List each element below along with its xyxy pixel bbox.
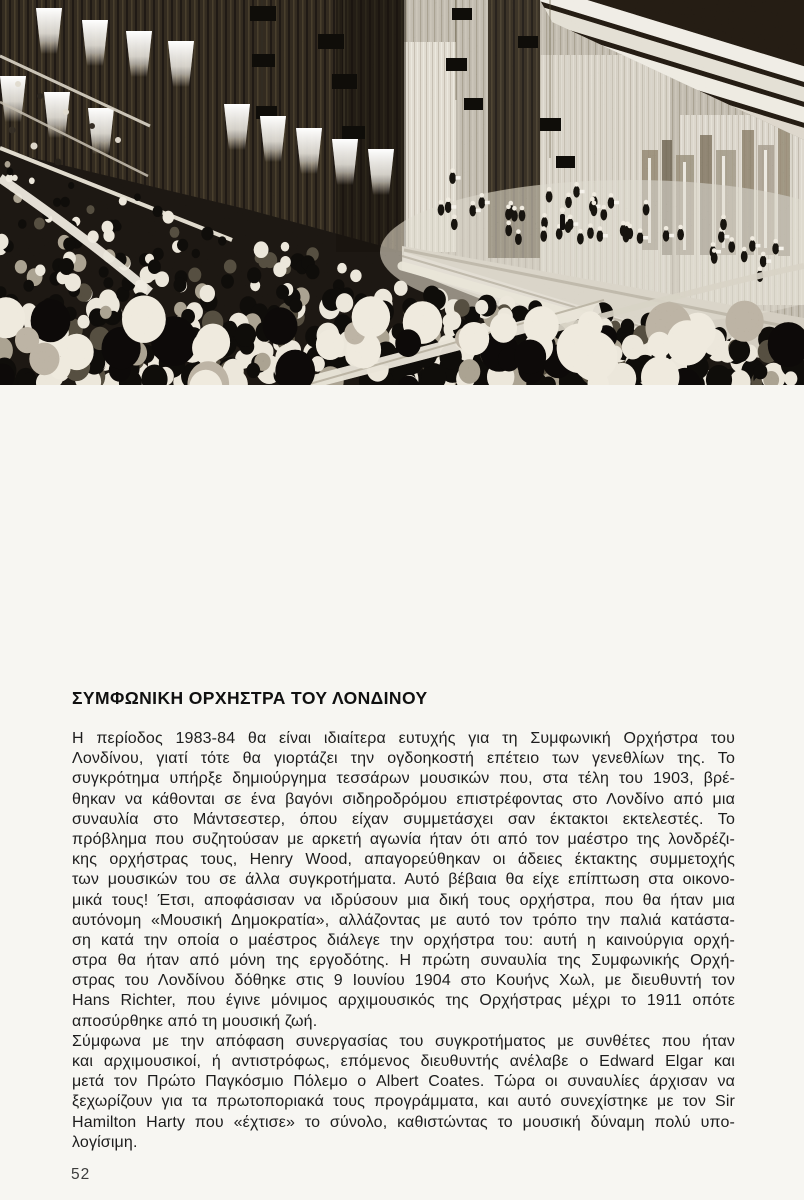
body-line: ση κατά την οποία ο μαέστρος διάλεγε την ορχήστρα του: αυτή η καινούργια ορχή- xyxy=(72,931,735,949)
photo-grain xyxy=(0,0,804,385)
article-body xyxy=(72,729,735,1153)
body-line: ξεχωρίζουν για τα πρωτοποριακά τους προγράμματα, και αυτό συνεχίστηκε με τον Sir xyxy=(72,1093,735,1111)
body-line: Hans Richter, που έγινε μόνιμος αρχιμουσικός της Ορχήστρας μέχρι το 1911 οπότε xyxy=(72,992,735,1010)
page-number: 52 xyxy=(71,1166,91,1183)
body-line: αυτόνομη «Μουσική Δημοκρατία», αλλάζοντας με αυτό τον τρόπο την παλιά κατάστα- xyxy=(72,911,735,929)
body-line: θηκαν να κάθονται σε ένα βαγόνι σιδηροδρόμου επιστρέφοντας στο Λονδίνο από μια xyxy=(72,790,735,808)
body-line: Η περίοδος 1983-84 θα είναι ιδιαίτερα ευτυχής για τη Συμφωνική Ορχήστρα του xyxy=(72,730,735,747)
body-line: συγκρότημα υπήρξε δημιούργημα τεσσάρων μουσικών που, στα τέλη του 1903, βρέ- xyxy=(72,770,735,788)
body-line: πρόβλημα που συζητούσαν με αρκετή αγωνία ήταν ότι από τον μαέστρο της λονδρέζι- xyxy=(72,830,735,848)
body-line-paragraph-end: αποσύρθηκε από τη μουσική ζωή. xyxy=(72,1012,318,1030)
body-line: κης ορχήστρας τους, Henry Wood, απαγορεύθηκαν οι άδειες έκτακτης συμμετοχής xyxy=(72,851,735,869)
body-line: μετά τον Πρώτο Παγκόσμιο Πόλεμο ο Albert Coates. Τώρα οι συναυλίες άρχισαν να xyxy=(72,1073,735,1091)
body-line: στρας του Λονδίνου δόθηκε στις 9 Ιουνίου 1904 στο Κουήνς Χωλ, με διευθυντή τον xyxy=(72,972,735,990)
body-line: συναυλία στο Μάντσεστερ, όπου είχαν συμμετάσχει σαν έκτακτοι εκτελεστές. Το xyxy=(72,810,735,828)
body-line: Σύμφωνα με την απόφαση συνεργασίας του συγκροτήματος με συνθέτες που ήταν xyxy=(72,1032,735,1050)
concert-hall-photo-art xyxy=(0,0,804,385)
body-line: και αρχιμουσικοί, ή αντιστρόφως, επόμενος διευθυντής ανέλαβε ο Edward Elgar και xyxy=(72,1053,735,1070)
body-line: Hamilton Harty που «έχτισε» το σύνολο, καθιστώντας το μουσική δύναμη πολύ υπο- xyxy=(72,1113,735,1131)
body-line: των μουσικών του σε άλλα συγκροτήματα. Αυτό βέβαια θα είχε επίπτωση στα οικονο- xyxy=(72,871,735,889)
article-title: ΣΥΜΦΩΝΙΚΗ ΟΡΧΗΣΤΡΑ ΤΟΥ ΛΟΝΔΙΝΟΥ xyxy=(72,688,428,708)
body-line: στρα θα ήταν από μόνη της εργοδότης. Η πρώτη συναυλία της Συμφωνικής Ορχή- xyxy=(72,952,735,970)
concert-hall-photo xyxy=(0,0,804,385)
body-line-paragraph-end: λογίσιμη. xyxy=(72,1133,138,1151)
body-line: Λονδίνου, γιατί τότε θα γιορτάζει την ογδοηκοστή επέτειο των γενεθλίων της. Το xyxy=(72,750,735,768)
body-line: μικά τους! Έτσι, αποφάσισαν να ιδρύσουν μια δική τους ορχήστρα, που θα ήταν μια xyxy=(72,891,735,909)
